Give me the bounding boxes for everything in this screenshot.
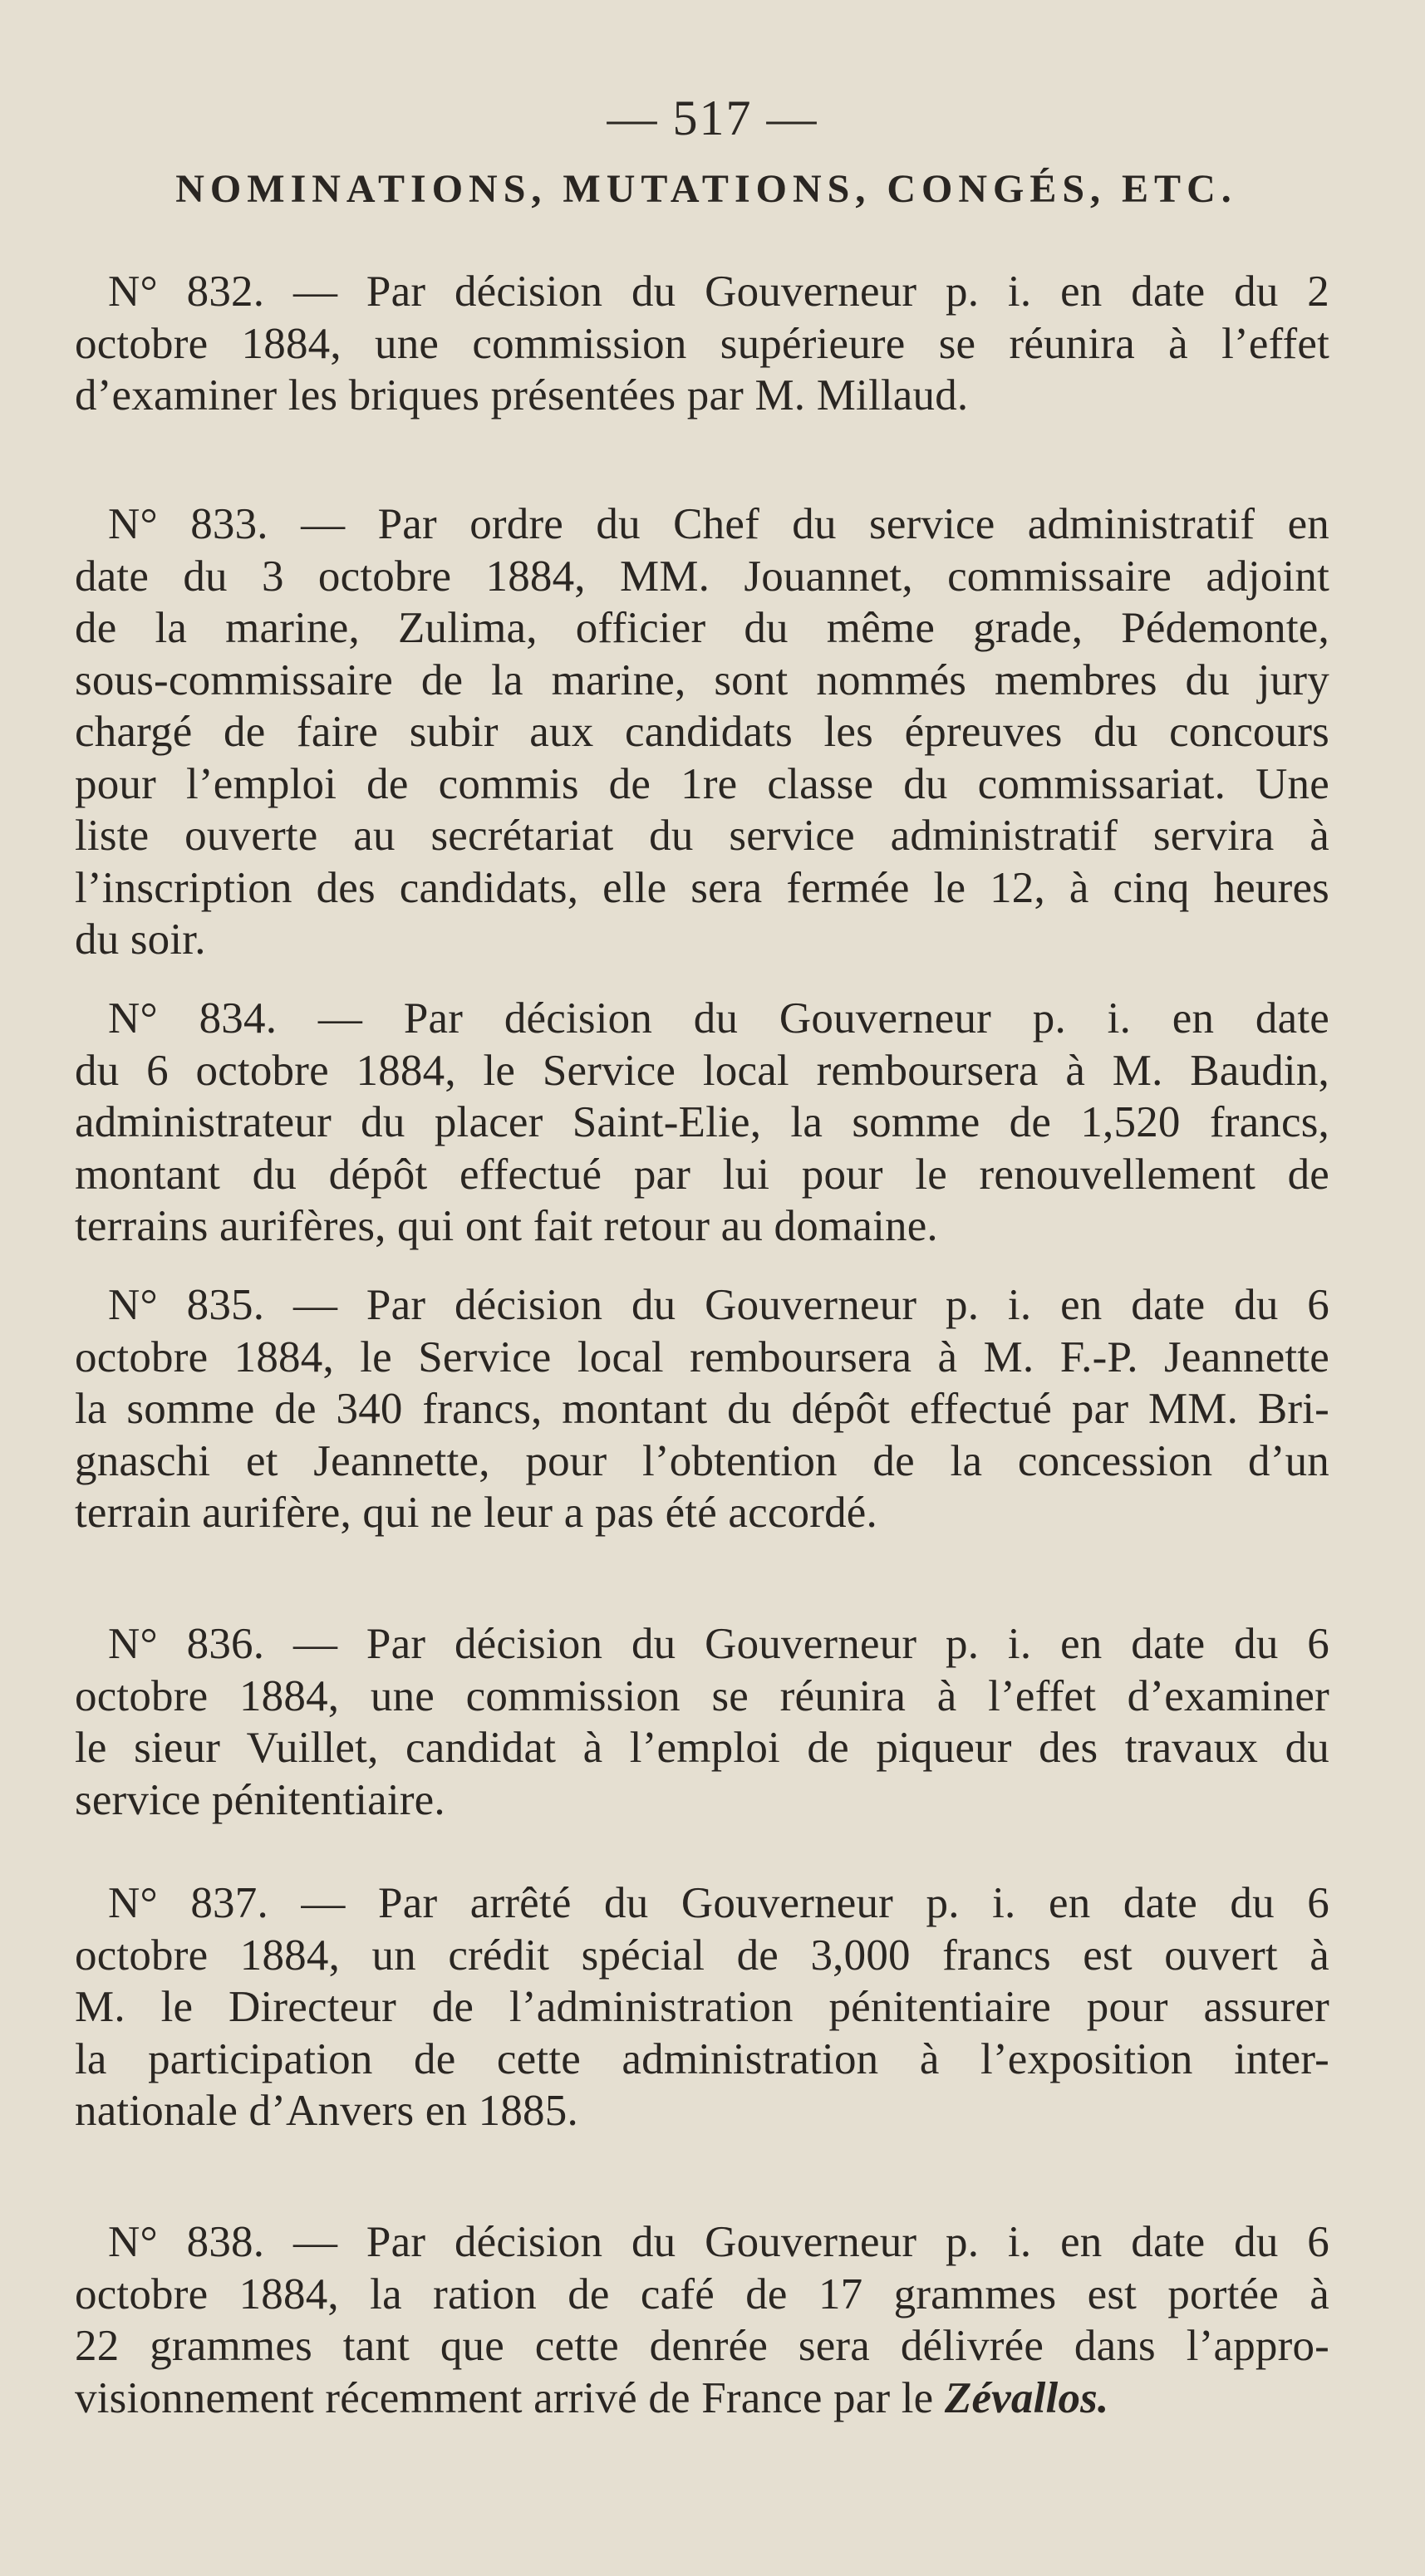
- entry-line: terrains aurifères, qui ont fait retour au domaine.: [75, 1202, 938, 1250]
- entry-line: du 6 octobre 1884, le Service local remboursera à M. Baudin,: [75, 1046, 1329, 1095]
- entry-line: gnaschi et Jeannette, pour l’obtention de la concession d’un: [75, 1436, 1329, 1485]
- entry-line: octobre 1884, un crédit spécial de 3,000 francs est ouvert à: [75, 1931, 1329, 1980]
- entry-line: octobre 1884, le Service local remboursera à M. F.-P. Jeannette: [75, 1332, 1329, 1381]
- entry-line: montant du dépôt effectué par lui pour le renouvellement de: [75, 1150, 1329, 1199]
- entry-line: nationale d’Anvers en 1885.: [75, 2087, 578, 2135]
- entry-line: le sieur Vuillet, candidat à l’emploi de piqueur des travaux du: [75, 1724, 1329, 1772]
- entry-line: date du 3 octobre 1884, MM. Jouannet, commissaire adjoint: [75, 552, 1329, 601]
- entry-line: N° 833. — Par ordre du Chef du service administratif en: [108, 500, 1329, 548]
- entry-line-text: visionnement récemment arrivé de France par le: [75, 2373, 934, 2422]
- entry-line: N° 836. — Par décision du Gouverneur p. i. en date du 6: [108, 1620, 1329, 1668]
- entry-line: M. le Directeur de l’administration pénitentiaire pour assurer: [75, 1983, 1329, 2031]
- entry-835: [75, 1279, 1329, 1539]
- entry-line: N° 837. — Par arrêté du Gouverneur p. i. en date du 6: [108, 1879, 1329, 1927]
- ship-name: Zévallos.: [944, 2373, 1109, 2422]
- entry-line: l’inscription des candidats, elle sera fermée le 12, à cinq heures: [75, 863, 1329, 912]
- entry-832: [75, 266, 1329, 422]
- entry-line: N° 835. — Par décision du Gouverneur p. i. en date du 6: [108, 1281, 1329, 1329]
- entry-line: N° 832. — Par décision du Gouverneur p. i. en date du 2: [108, 267, 1329, 316]
- entry-line: 22 grammes tant que cette denrée sera délivrée dans l’appro-: [75, 2322, 1329, 2370]
- entry-833: [75, 498, 1329, 966]
- entry-line: de la marine, Zulima, officier du même grade, Pédemonte,: [75, 604, 1329, 652]
- entry-line: N° 838. — Par décision du Gouverneur p. i. en date du 6: [108, 2218, 1329, 2266]
- entry-line: octobre 1884, une commission supérieure se réunira à l’effet: [75, 319, 1329, 368]
- entry-836: [75, 1618, 1329, 1826]
- entry-838: [75, 2216, 1329, 2424]
- page-number: — 517 —: [607, 91, 818, 145]
- entry-line: la somme de 340 francs, montant du dépôt effectué par MM. Bri-: [75, 1385, 1329, 1433]
- entry-line: liste ouverte au secrétariat du service administratif servira à: [75, 812, 1329, 860]
- entry-line: terrain aurifère, qui ne leur a pas été accordé.: [75, 1489, 877, 1537]
- section-heading: NOMINATIONS, MUTATIONS, CONGÉS, ETC.: [175, 167, 1237, 211]
- entry-line: administrateur du placer Saint-Elie, la somme de 1,520 francs,: [75, 1098, 1329, 1146]
- entry-line: d’examiner les briques présentées par M. Millaud.: [75, 371, 969, 420]
- entry-line: pour l’emploi de commis de 1re classe du commissariat. Une: [75, 759, 1329, 808]
- entry-line: service pénitentiaire.: [75, 1775, 445, 1824]
- entry-line: du soir.: [75, 915, 206, 964]
- entry-837: [75, 1877, 1329, 2137]
- entry-line: la participation de cette administration à l’exposition inter-: [75, 2034, 1329, 2083]
- entry-line: octobre 1884, la ration de café de 17 grammes est portée à: [75, 2269, 1329, 2318]
- entry-line-final: [75, 2372, 1329, 2425]
- entry-line: N° 834. — Par décision du Gouverneur p. i. en date: [108, 994, 1329, 1043]
- entry-834: [75, 993, 1329, 1253]
- entry-line: chargé de faire subir aux candidats les épreuves du concours: [75, 708, 1329, 756]
- entry-line: octobre 1884, une commission se réunira à l’effet d’examiner: [75, 1671, 1329, 1720]
- entry-line: sous-commissaire de la marine, sont nommés membres du jury: [75, 655, 1329, 704]
